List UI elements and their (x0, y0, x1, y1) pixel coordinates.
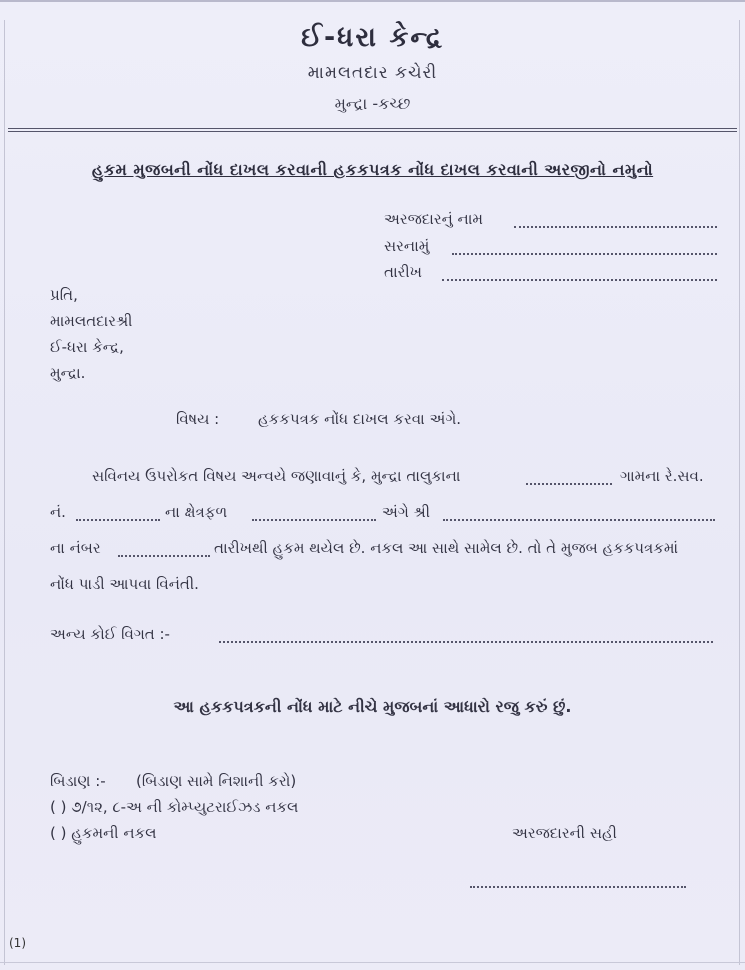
page-border-top (0, 0, 745, 2)
addressee-line-2: મામલતદારશ્રી (50, 312, 133, 330)
applicant-name-field[interactable] (514, 226, 717, 228)
area-field[interactable] (252, 519, 376, 521)
regarding-person-field[interactable] (443, 519, 715, 521)
evidence-statement: આ હકકપત્રકની નોંધ માટે નીચે મુજબનાં આધારો રજુ કરું છું. (173, 697, 572, 716)
addressee-line-3: ઈ-ધરા કેન્દ્ર, (50, 338, 124, 356)
header-divider-bottom (8, 131, 737, 132)
applicant-date-label: તારીખ (384, 263, 422, 281)
applicant-date-field[interactable] (442, 279, 717, 281)
other-details-label: અન્ય કોઈ વિગત :- (50, 625, 170, 643)
addressee-line-4: મુન્દ્રા. (50, 364, 86, 382)
subject-label: વિષય : (176, 410, 220, 428)
office-location: મુન્દ્રા -કચ્છ (334, 94, 411, 113)
signature-field[interactable] (470, 886, 686, 888)
attachments-label: બિડાણ :- (50, 772, 106, 790)
subject-text: હકકપત્રક નોંધ દાખલ કરવા અંગે. (258, 410, 462, 428)
applicant-address-label: સરનામું (384, 237, 430, 255)
order-no-field[interactable] (118, 555, 210, 557)
attachment-item-712[interactable]: ( ) ૭/૧૨, ૮-અ ની કોમ્પ્યુટરાઈઝડ નકલ (50, 798, 299, 816)
addressee-line-1: પ્રતિ, (50, 286, 78, 304)
applicant-address-field[interactable] (452, 253, 717, 255)
attachment-item-order-copy[interactable]: ( ) હુકમની નકલ (50, 824, 157, 842)
page-border-bottom (0, 962, 745, 963)
regarding-label: અંગે શ્રી (382, 503, 431, 521)
body-line-3: તારીખથી હુકમ થયેલ છે. નકલ આ સાથે સામેલ છે. તો તે મુજબ હકકપત્રકમાં (214, 539, 679, 557)
village-field[interactable] (526, 483, 612, 485)
other-details-field[interactable] (219, 641, 713, 643)
survey-no-label: નં. (50, 503, 66, 521)
survey-no-field[interactable] (76, 519, 160, 521)
area-label: ના ક્ષેત્રફળ (165, 503, 228, 521)
applicant-name-label: અરજદારનું નામ (384, 210, 483, 228)
office-name: મામલતદાર કચેરી (307, 63, 438, 83)
body-line-1: સવિનય ઉપરોકત વિષય અન્વયે જણાવાનું કે, મુન્દ્રા તાલુકાના (92, 467, 461, 485)
page-marker: (1) (9, 936, 26, 950)
body-line-4: નોંધ પાડી આપવા વિનંતી. (50, 575, 199, 593)
office-title: ઈ-ધરા કેન્દ્ર (301, 22, 444, 53)
order-no-label: ના નંબર (50, 539, 101, 557)
body-village-label: ગામના રે.સવ. (620, 467, 704, 485)
signature-label: અરજદારની સહી (512, 824, 617, 842)
attachments-hint: (બિડાણ સામે નિશાની કરો) (136, 772, 297, 790)
header-divider-top (8, 128, 737, 129)
form-heading: હુકમ મુજબની નોંધ દાખલ કરવાની હકકપત્રક નોંધ દાખલ કરવાની અરજીનો નમુનો (91, 160, 654, 179)
